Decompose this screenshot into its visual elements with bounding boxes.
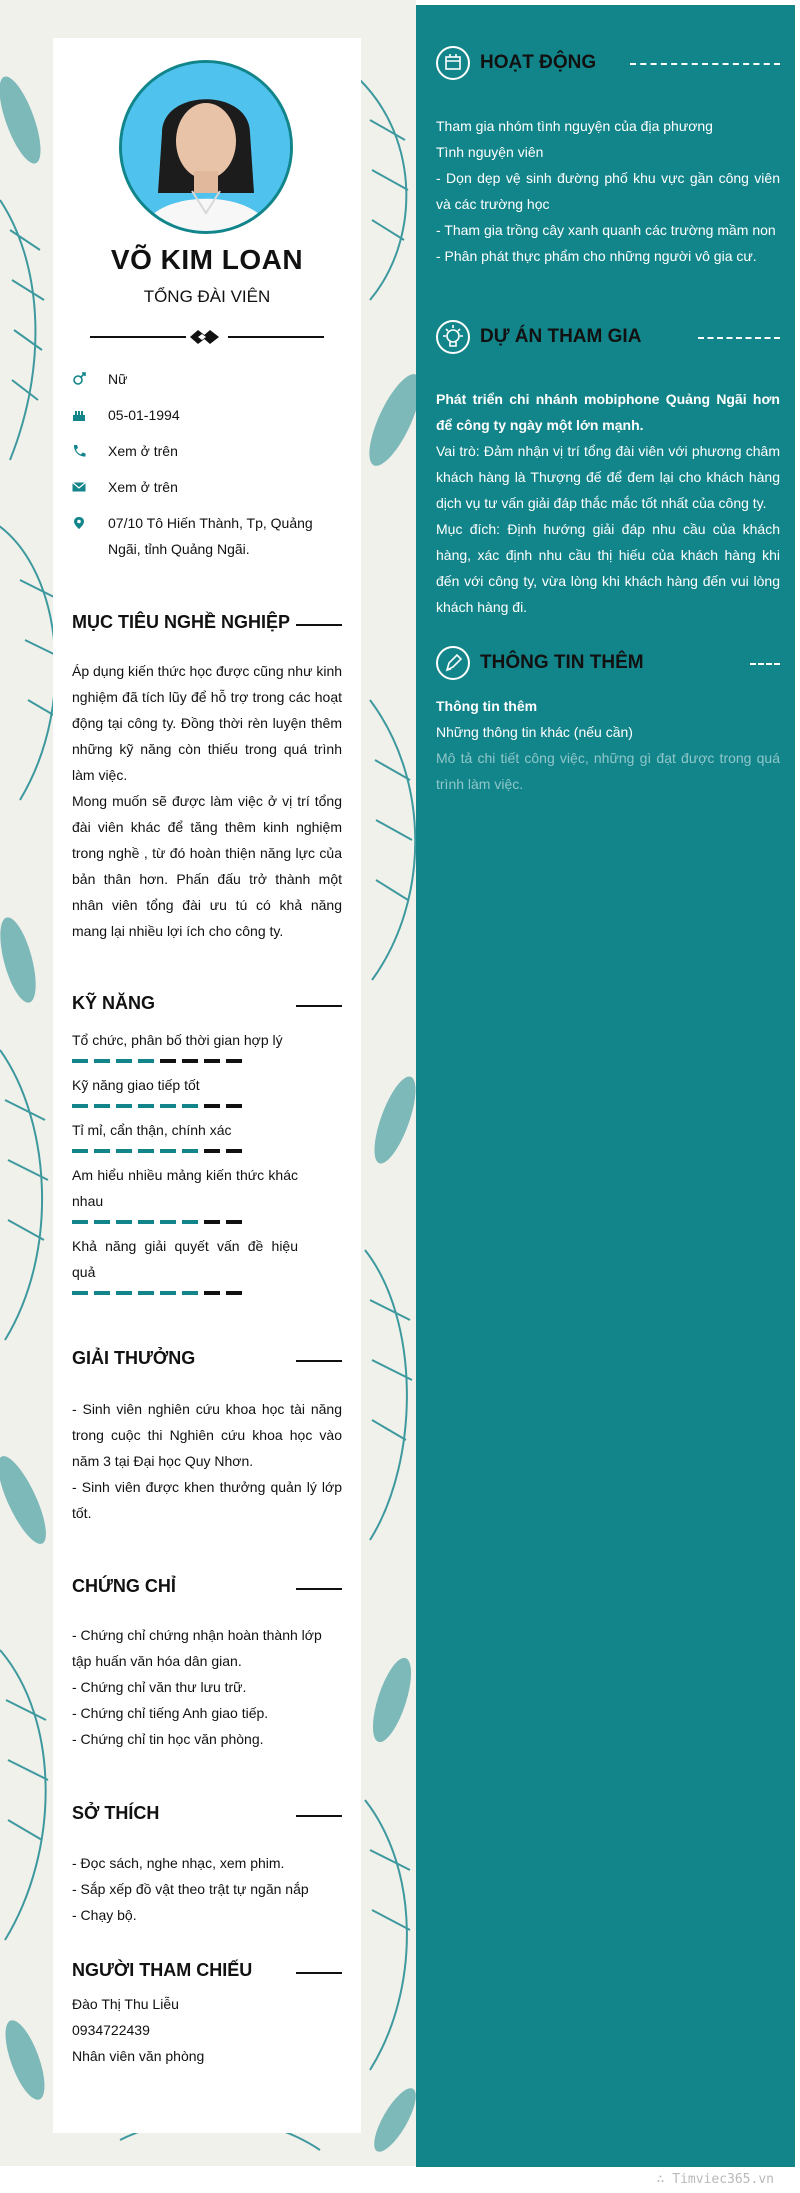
pen-icon	[436, 646, 470, 680]
birthday-value: 05-01-1994	[108, 407, 180, 423]
email-value: Xem ở trên	[108, 479, 178, 495]
skill-dash-filled	[72, 1149, 88, 1153]
skill-dash-empty	[226, 1220, 242, 1224]
heading-rule	[296, 1005, 342, 1007]
awards-text	[72, 1396, 342, 1526]
reference-phone: 0934722439	[72, 2022, 150, 2038]
skill-dash-filled	[72, 1059, 88, 1063]
objective-heading	[72, 612, 342, 636]
skill-item	[72, 1233, 298, 1295]
address-value: 07/10 Tô Hiến Thành, Tp, Quảng Ngãi, tỉnh Quảng Ngãi.	[108, 515, 313, 557]
envelope-icon	[72, 480, 86, 494]
skill-item	[72, 1117, 298, 1153]
skill-dash-filled	[182, 1220, 198, 1224]
projects-title: DỰ ÁN THAM GIA	[480, 326, 642, 347]
heading-rule	[296, 1360, 342, 1362]
certificates-title: CHỨNG CHỈ	[72, 1576, 176, 1596]
certificates-heading	[72, 1576, 342, 1600]
skills-heading	[72, 993, 342, 1017]
reference-position: Nhân viên văn phòng	[72, 2048, 205, 2064]
extra-line: Những thông tin khác (nếu cần)	[436, 724, 633, 740]
certificates-list	[72, 1622, 342, 1752]
phone-value: Xem ở trên	[108, 443, 178, 459]
skill-dash-filled	[160, 1220, 176, 1224]
heading-rule	[296, 1972, 342, 1974]
heading-rule	[296, 1588, 342, 1590]
skill-dash-filled	[138, 1104, 154, 1108]
projects-heading	[436, 320, 780, 360]
certificate-item: - Chứng chỉ tin học văn phòng.	[72, 1731, 264, 1747]
extra-info-title: THÔNG TIN THÊM	[480, 652, 644, 673]
reference-name: Đào Thị Thu Liễu	[72, 1996, 179, 2012]
skill-dash-empty	[204, 1291, 220, 1295]
heading-dashes	[750, 663, 780, 665]
skill-dash-filled	[138, 1149, 154, 1153]
skill-dash-filled	[72, 1104, 88, 1108]
activities-heading	[436, 46, 780, 86]
reference-heading	[72, 1960, 342, 1984]
skill-level-bar	[72, 1291, 298, 1295]
reference-info	[72, 1991, 342, 2069]
birthday-cake-icon	[72, 408, 86, 422]
activities-title: HOẠT ĐỘNG	[480, 52, 597, 73]
gender-value: Nữ	[108, 371, 128, 387]
gender-icon	[72, 372, 86, 386]
hobbies-title: SỞ THÍCH	[72, 1803, 160, 1823]
activity-line: - Dọn dẹp vệ sinh đường phố khu vực gần công viên và các trường học	[436, 170, 780, 212]
extra-placeholder-line: Mô tả chi tiết công việc, những gì đạt được trong quá trình làm việc.	[436, 750, 780, 792]
skill-dash-empty	[226, 1059, 242, 1063]
job-title: TỔNG ĐÀI VIÊN	[143, 287, 271, 306]
project-role: Vai trò: Đảm nhận vị trí tổng đài viên với phương châm khách hàng là Thượng đế để đem lại cho khách hàng dịch vụ tư vấn giải đáp thắc mắc tốt nhất của công ty.	[436, 443, 780, 511]
skills-title: KỸ NĂNG	[72, 993, 156, 1013]
skill-dash-filled	[116, 1291, 132, 1295]
certificate-item: - Chứng chỉ tiếng Anh giao tiếp.	[72, 1705, 269, 1721]
skill-dash-filled	[94, 1104, 110, 1108]
skill-level-bar	[72, 1149, 298, 1153]
awards-title: GIẢI THƯỞNG	[72, 1348, 196, 1368]
skill-dash-empty	[226, 1291, 242, 1295]
skill-item	[72, 1162, 298, 1224]
skill-label: Khả năng giải quyết vấn đề hiệu quả	[72, 1238, 298, 1280]
award-item: - Sinh viên được khen thưởng quản lý lớp tốt.	[72, 1479, 342, 1521]
heading-rule	[296, 1815, 342, 1817]
heading-rule	[296, 624, 342, 626]
skill-item	[72, 1027, 298, 1063]
skill-dash-empty	[226, 1104, 242, 1108]
skill-dash-filled	[94, 1220, 110, 1224]
activity-line: Tham gia nhóm tình nguyện của địa phương	[436, 118, 713, 134]
skill-label: Am hiểu nhiều mảng kiến thức khác nhau	[72, 1167, 298, 1209]
skill-dash-filled	[116, 1059, 132, 1063]
objective-paragraph-1: Áp dụng kiến thức học được cũng như kinh nghiệm đã tích lũy để hỗ trợ trong các hoạt động tại công ty. Đồng thời rèn luyện thêm những kỹ năng còn thiếu trong quá trình làm việc.	[72, 663, 343, 783]
skill-dash-filled	[160, 1149, 176, 1153]
skill-level-bar	[72, 1220, 298, 1224]
objective-text	[72, 658, 342, 944]
skill-label: Kỹ năng giao tiếp tốt	[72, 1077, 200, 1093]
hobbies-heading	[72, 1803, 342, 1827]
skill-dash-filled	[160, 1104, 176, 1108]
extra-info-text	[436, 693, 780, 797]
project-goal: Mục đích: Định hướng giải đáp nhu cầu của khách hàng, xác định nhu cầu thị hiếu của khách hàng khi đến với công ty, vừa lòng khi khách hàng đến vui lòng khách hàng đi.	[436, 521, 780, 615]
reference-title: NGƯỜI THAM CHIẾU	[72, 1960, 253, 1980]
skill-label: Tỉ mỉ, cẩn thận, chính xác	[72, 1122, 232, 1138]
extra-info-heading	[436, 646, 780, 686]
skill-dash-filled	[182, 1291, 198, 1295]
skill-dash-filled	[116, 1104, 132, 1108]
skill-dash-empty	[204, 1220, 220, 1224]
skill-dash-filled	[72, 1220, 88, 1224]
projects-text	[436, 386, 780, 620]
footer-brand: ∴ Timviec365.vn	[656, 2172, 774, 2187]
skill-level-bar	[72, 1104, 298, 1108]
objective-title: MỤC TIÊU NGHỀ NGHIỆP	[72, 612, 291, 632]
skill-label: Tổ chức, phân bố thời gian hợp lý	[72, 1032, 283, 1048]
objective-paragraph-2: Mong muốn sẽ được làm việc ở vị trí tổng đài viên khác để tăng thêm kinh nghiệm trong nghề , từ đó hoàn thiện năng lực của bản thân hơn. Phấn đấu trở thành một nhân viên tổng đài ưu tú có khả năng mang lại nhiều lợi ích cho công ty.	[72, 793, 342, 939]
activity-line: - Tham gia trồng cây xanh quanh các trường mầm non	[436, 222, 776, 238]
portrait-avatar-icon	[122, 63, 290, 231]
certificate-item: - Chứng chỉ chứng nhận hoàn thành lớp tập huấn văn hóa dân gian.	[72, 1627, 322, 1669]
skill-item	[72, 1072, 298, 1108]
skill-dash-filled	[182, 1149, 198, 1153]
skill-dash-filled	[94, 1291, 110, 1295]
hobby-item: - Đọc sách, nghe nhạc, xem phim.	[72, 1855, 285, 1871]
skill-dash-filled	[94, 1149, 110, 1153]
skill-dash-filled	[72, 1291, 88, 1295]
skill-dash-filled	[138, 1220, 154, 1224]
activities-text	[436, 113, 780, 269]
skill-dash-empty	[204, 1104, 220, 1108]
skill-dash-filled	[182, 1104, 198, 1108]
project-icon	[436, 320, 470, 354]
skill-dash-empty	[160, 1059, 176, 1063]
skill-dash-empty	[204, 1059, 220, 1063]
skill-dash-filled	[116, 1149, 132, 1153]
activity-icon	[436, 46, 470, 80]
project-name: Phát triển chi nhánh mobiphone Quảng Ngãi hơn để công ty ngày một lớn mạnh.	[436, 391, 780, 433]
hobby-item: - Chạy bộ.	[72, 1907, 137, 1923]
extra-subheading: Thông tin thêm	[436, 698, 538, 714]
phone-icon	[72, 444, 86, 458]
awards-heading	[72, 1348, 342, 1372]
skill-dash-filled	[116, 1220, 132, 1224]
hobby-item: - Sắp xếp đồ vật theo trật tự ngăn nắp	[72, 1881, 309, 1897]
skill-dash-empty	[182, 1059, 198, 1063]
heading-dashes	[630, 63, 780, 65]
certificate-item: - Chứng chỉ văn thư lưu trữ.	[72, 1679, 247, 1695]
skill-dash-filled	[138, 1291, 154, 1295]
skill-level-bar	[72, 1059, 298, 1063]
activity-line: Tình nguyện viên	[436, 144, 544, 160]
heading-dashes	[698, 337, 780, 339]
candidate-name: VÕ KIM LOAN	[110, 244, 304, 275]
activity-line: - Phân phát thực phẩm cho những người vô gia cư.	[436, 248, 757, 264]
skill-dash-filled	[160, 1291, 176, 1295]
skill-dash-empty	[204, 1149, 220, 1153]
skill-dash-filled	[138, 1059, 154, 1063]
award-item: - Sinh viên nghiên cứu khoa học tài năng trong cuộc thi Nghiên cứu khoa học vào năm 3 tại Đại học Quy Nhơn.	[72, 1401, 342, 1469]
skill-dash-filled	[94, 1059, 110, 1063]
ornament-divider	[90, 327, 324, 347]
skill-dash-empty	[226, 1149, 242, 1153]
map-pin-icon	[72, 516, 86, 530]
hobbies-list	[72, 1850, 342, 1928]
profile-photo	[119, 60, 293, 234]
